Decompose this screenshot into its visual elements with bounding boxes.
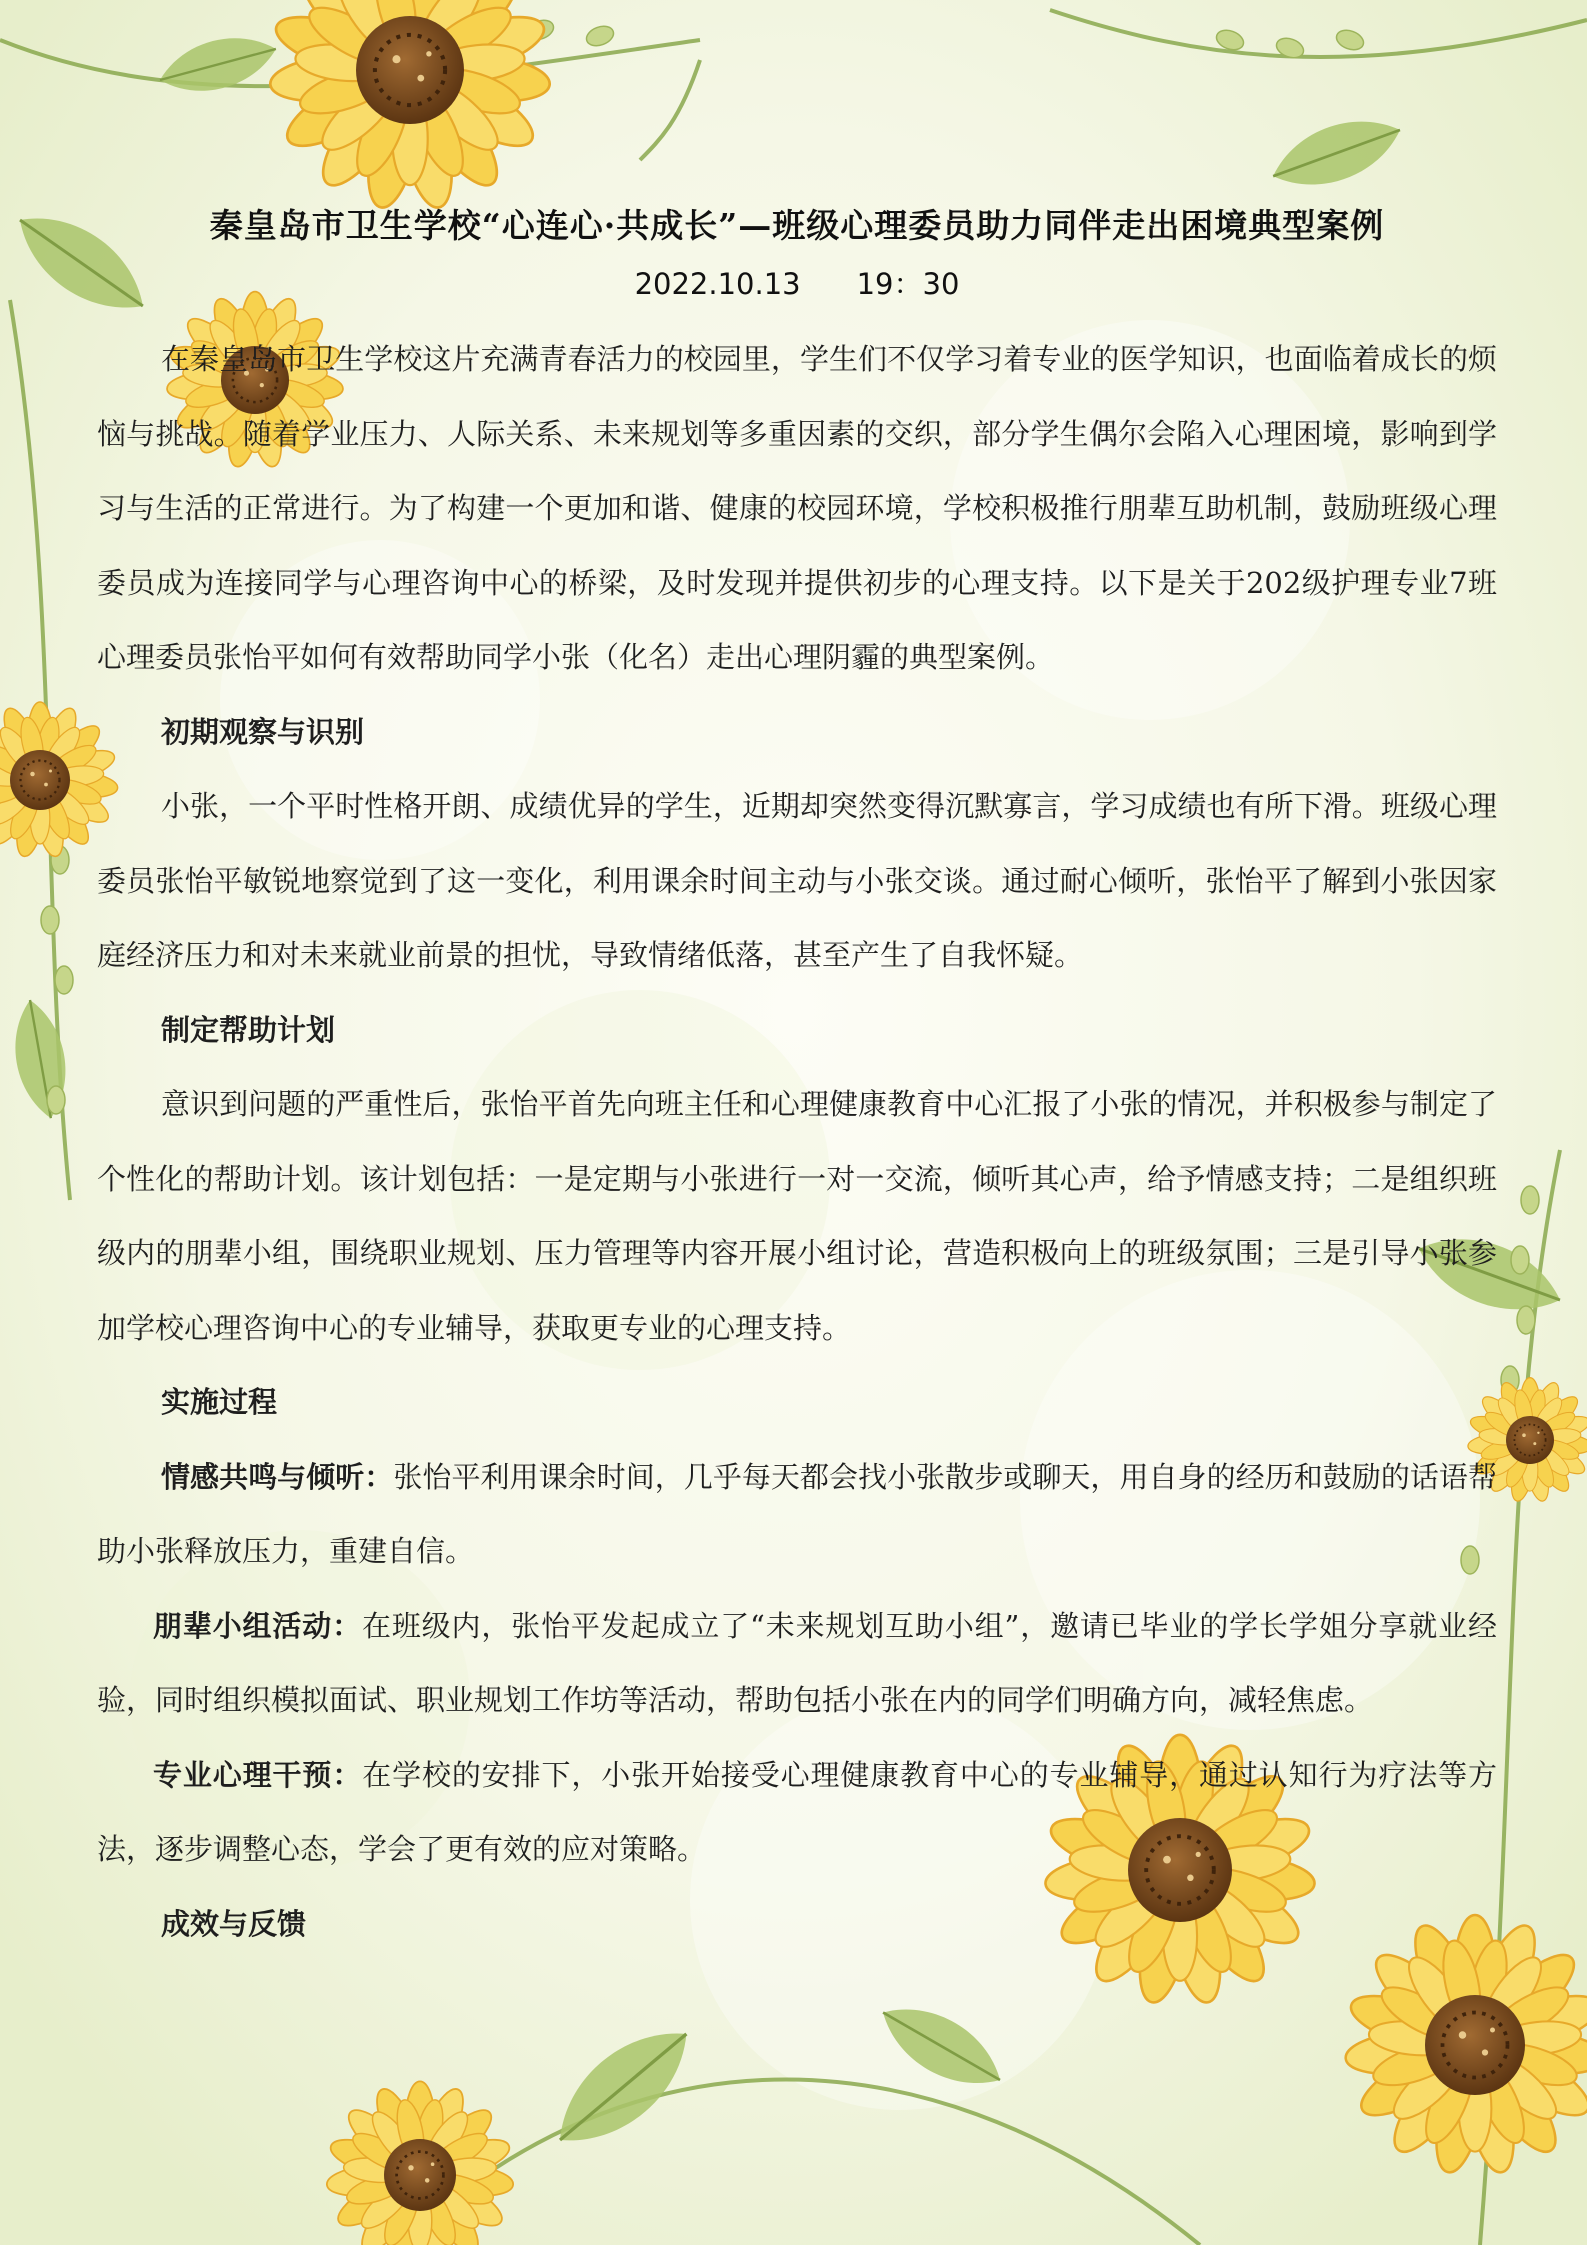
document-time: 19：30: [856, 267, 960, 301]
step-lead: 情感共鸣与倾听：: [161, 1459, 394, 1494]
section-heading: 初期观察与识别: [161, 714, 365, 749]
step-paragraph: [97, 1440, 1497, 1589]
document-datetime: [97, 256, 1497, 312]
document-date: 2022.10.13: [634, 267, 801, 301]
document-content: [97, 196, 1497, 1961]
section-paragraph: 小张，一个平时性格开朗、成绩优异的学生，近期却突然变得沉默寡言，学习成绩也有所下滑。班级心理委员张怡平敏锐地察觉到了这一变化，利用课余时间主动与小张交谈。通过耐心倾听，张怡平了解到小张因家庭经济压力和对未来就业前景的担忧，导致情绪低落，甚至产生了自我怀疑。: [97, 789, 1497, 972]
step-text: 张怡平利用课余时间，几乎每天都会找小张散步或聊天，用自身的经历和鼓励的话语帮助小张释放压力，重建自信。: [97, 1459, 1497, 1568]
step-lead: 朋辈小组活动：: [153, 1608, 362, 1643]
section-paragraph: 意识到问题的严重性后，张怡平首先向班主任和心理健康教育中心汇报了小张的情况，并积极参与制定了个性化的帮助计划。该计划包括：一是定期与小张进行一对一交流，倾听其心声，给予情感支持；二是组织班级内的朋辈小组，围绕职业规划、压力管理等内容开展小组讨论，营造积极向上的班级氛围；三是引导小张参加学校心理咨询中心的专业辅导，获取更专业的心理支持。: [97, 1087, 1497, 1345]
step-paragraph: [97, 1589, 1497, 1738]
step-text: 在学校的安排下，小张开始接受心理健康教育中心的专业辅导，通过认知行为疗法等方法，逐步调整心态，学会了更有效的应对策略。: [97, 1757, 1497, 1866]
section-heading: 成效与反馈: [161, 1906, 307, 1941]
section-heading: 实施过程: [161, 1385, 278, 1419]
step-lead: 专业心理干预：: [153, 1757, 363, 1792]
step-text: 在班级内，张怡平发起成立了“未来规划互助小组”，邀请已毕业的学长学姐分享就业经验，同时组织模拟面试、职业规划工作坊等活动，帮助包括小张在内的同学们明确方向，减轻焦虑。: [97, 1608, 1497, 1717]
intro-paragraph: 在秦皇岛市卫生学校这片充满青春活力的校园里，学生们不仅学习着专业的医学知识，也面临着成长的烦恼与挑战。随着学业压力、人际关系、未来规划等多重因素的交织，部分学生偶尔会陷入心理困境，影响到学习与生活的正常进行。为了构建一个更加和谐、健康的校园环境，学校积极推行朋辈互助机制，鼓励班级心理委员成为连接同学与心理咨询中心的桥梁，及时发现并提供初步的心理支持。以下是关于202级护理专业7班心理委员张怡平如何有效帮助同学小张（化名）走出心理阴霾的典型案例。: [97, 342, 1497, 674]
step-paragraph: [97, 1738, 1497, 1887]
document-title: 秦皇岛市卫生学校“心连心·共成长”—班级心理委员助力同伴走出困境典型案例: [209, 206, 1385, 245]
section-heading: 制定帮助计划: [161, 1012, 336, 1047]
